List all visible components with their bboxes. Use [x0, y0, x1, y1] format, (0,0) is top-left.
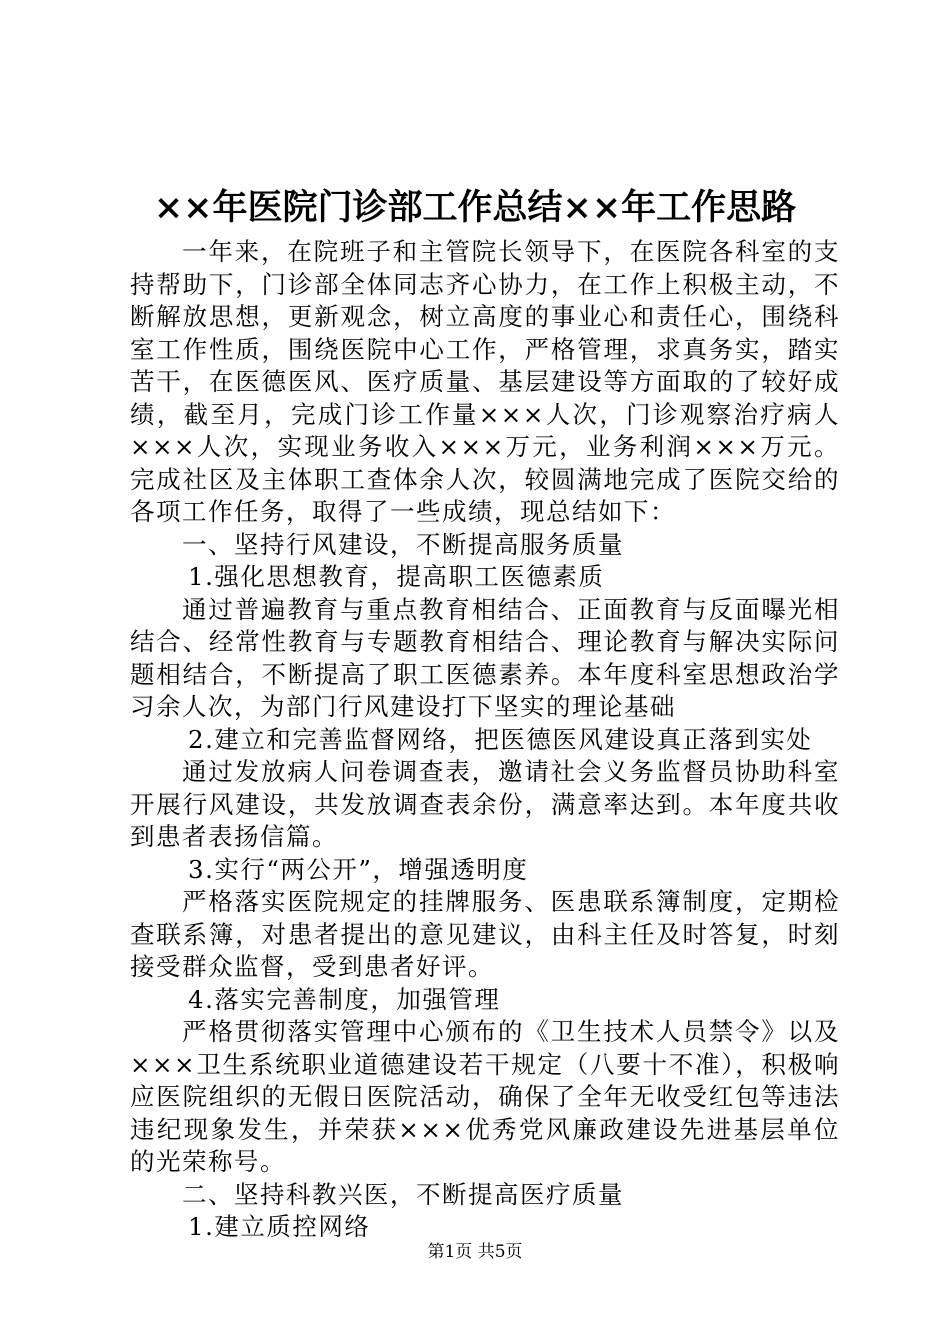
subsection-heading-2-1: 1.建立质控网络 [188, 1212, 371, 1241]
intro-paragraph: 一年来，在院班子和主管院长领导下，在医院各科室的支持帮助下，门诊部全体同志齐心协力，在工作上积极主动，不断解放思想，更新观念，树立高度的事业心和责任心，围绕科室工作性质，围绕医院中心工作，严格管理，求真务实，踏实苦干，在医德医风、医疗质量、基层建设等方面取的了较好成绩，截至月，完成门诊工作量×××人次，门诊观察治疗病人×××人次，实现业务收入×××万元，业务利润×××万元。完成社区及主体职工查体余人次，较圆满地完成了医院交给的各项工作任务，取得了一些成绩，现总结如下： [130, 237, 840, 526]
document-title: ××年医院门诊部工作总结××年工作思路 [153, 187, 797, 228]
subsection-heading-1-4: 4.落实完善制度，加强管理 [188, 984, 501, 1014]
paragraph-1-2: 通过发放病人问卷调查表，邀请社会义务监督员协助科室开展行风建设，共发放调查表余份，满意率达到。本年度共收到患者表扬信篇。 [130, 757, 840, 851]
subsection-heading-1-1: 1.强化思想教育，提高职工医德素质 [188, 562, 605, 591]
paragraph-1-3: 严格落实医院规定的挂牌服务、医患联系簿制度，定期检查联系簿，对患者提出的意见建议，由科主任及时答复，时刻接受群众监督，受到患者好评。 [130, 887, 840, 981]
paragraph-1-4: 严格贯彻落实管理中心颁布的《卫生技术人员禁令》以及×××卫生系统职业道德建设若干规定（八要十不准），积极响应医院组织的无假日医院活动，确保了全年无收受红包等违法违纪现象发生，并荣获×××优秀党风廉政建设先进基层单位的光荣称号。 [130, 1017, 840, 1176]
subsection-heading-1-2: 2.建立和完善监督网络，把医德医风建设真正落到实处 [188, 724, 813, 754]
page-footer: 第1页 共5页 [427, 1242, 523, 1262]
paragraph-1-1: 通过普遍教育与重点教育相结合、正面教育与反面曝光相结合、经常性教育与专题教育相结合、理论教育与解决实际问题相结合，不断提高了职工医德素养。本年度科室思想政治学习余人次，为部门行风建设打下坚实的理论基础 [130, 594, 840, 721]
document-body [130, 236, 840, 1244]
subsection-heading-1-3: 3.实行“两公开”，增强透明度 [188, 854, 529, 884]
section-heading-1: 一、坚持行风建设，不断提高服务质量 [182, 529, 624, 559]
section-heading-2: 二、坚持科教兴医，不断提高医疗质量 [182, 1179, 624, 1209]
